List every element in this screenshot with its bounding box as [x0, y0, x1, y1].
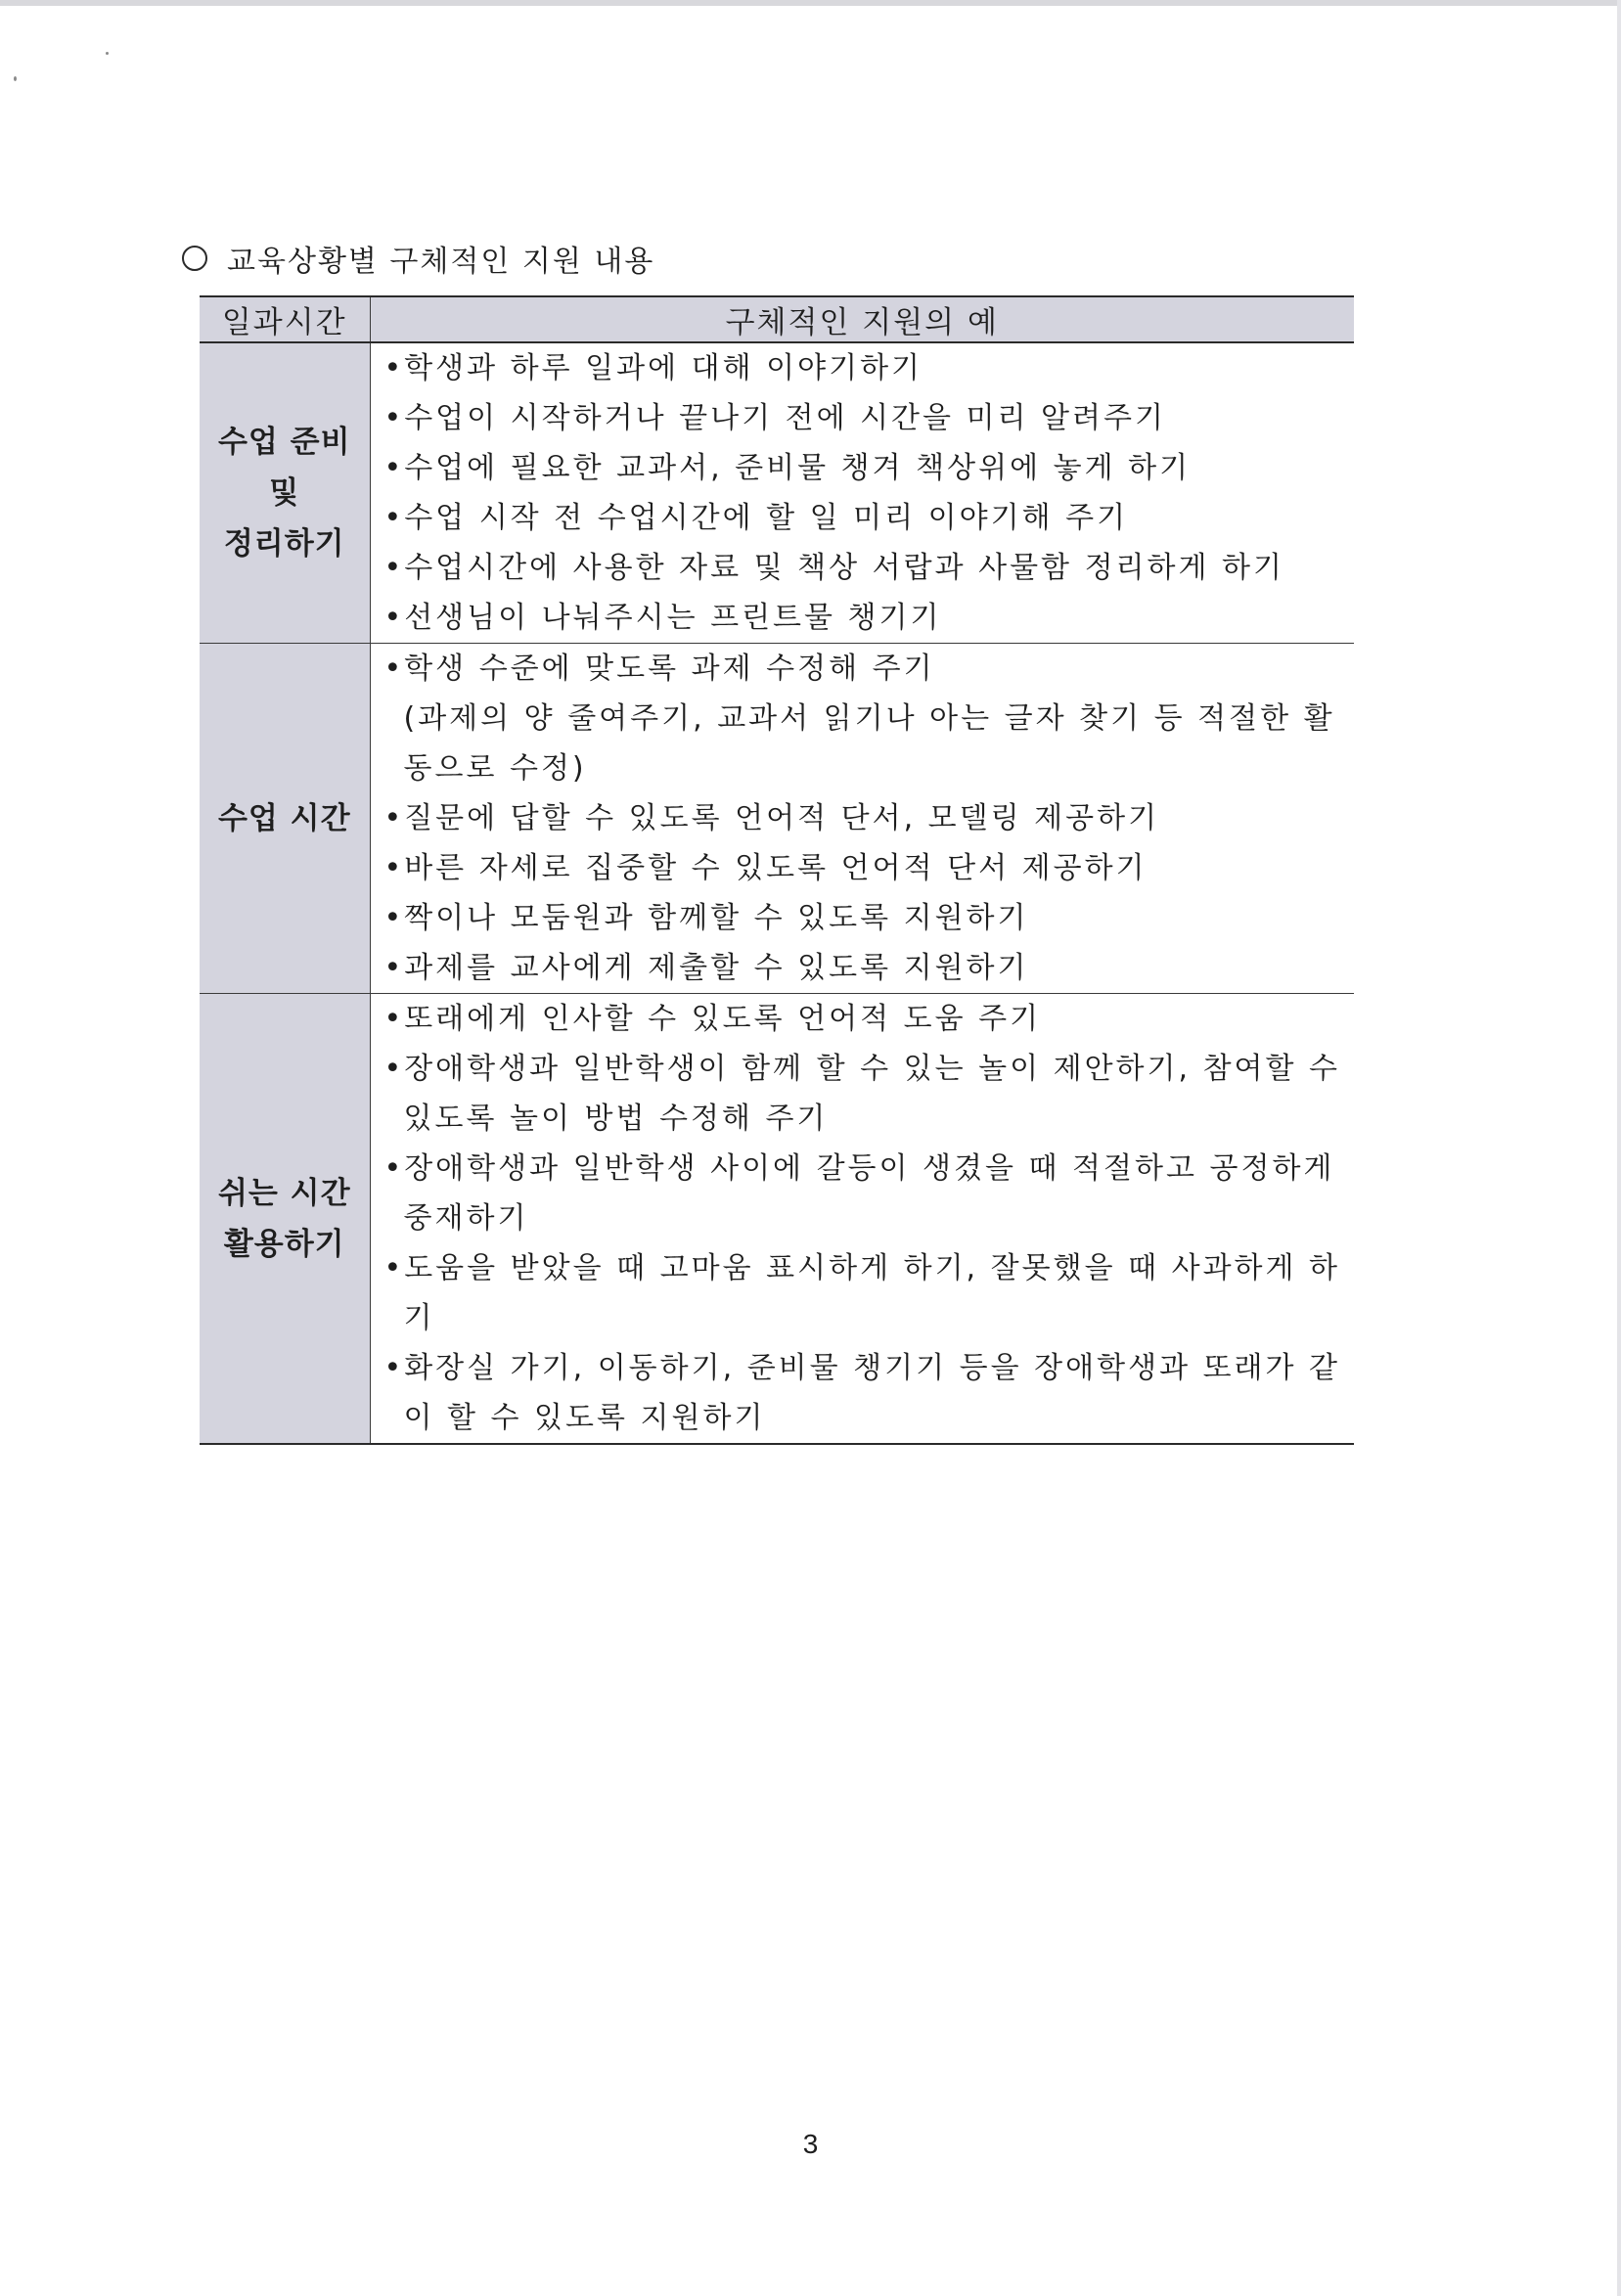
time-label-line: 및: [269, 475, 300, 511]
table-row-class-time: [200, 644, 1354, 994]
column-header-daily-schedule: 일과시간: [200, 296, 370, 342]
time-label-line: 쉬는 시간: [217, 1175, 351, 1211]
section-title: 교육상황별 구체적인 지원 내용: [227, 245, 655, 279]
page-number: 3: [802, 2129, 819, 2159]
examples-cell-class-time: [370, 644, 1354, 994]
examples-cell-class-preparation: [370, 342, 1354, 644]
example-list: [384, 644, 1355, 993]
time-cell-class-time: [200, 644, 370, 994]
support-examples-table: [200, 295, 1354, 1445]
list-item: •질문에 답할 수 있도록 언어적 단서, 모델링 제공하기: [383, 801, 1160, 835]
time-cell-class-preparation: [200, 342, 370, 644]
table-row-class-preparation: [200, 342, 1354, 644]
examples-cell-break-time: [370, 994, 1354, 1445]
example-list: [384, 994, 1355, 1443]
time-label-line: 활용하기: [223, 1226, 345, 1262]
list-item: •바른 자세로 집중할 수 있도록 언어적 단서 제공하기: [383, 851, 1148, 885]
column-header-support-examples: 구체적인 지원의 예: [370, 296, 1354, 342]
scan-speck: [106, 52, 109, 55]
time-label-line: 정리하기: [223, 526, 345, 562]
circle-outline-icon: [182, 246, 207, 271]
list-item: •수업 시작 전 수업시간에 할 일 미리 이야기해 주기: [383, 501, 1129, 535]
list-item: •학생과 하루 일과에 대해 이야기하기: [383, 351, 923, 385]
list-item: •과제를 교사에게 제출할 수 있도록 지원하기: [383, 951, 1029, 985]
list-item: •짝이나 모둠원과 함께할 수 있도록 지원하기: [383, 901, 1029, 935]
list-item: •화장실 가기, 이동하기, 준비물 챙기기 등을 장애학생과 또래가 같이 할 수 있도록 지원하기: [383, 1351, 1341, 1435]
example-list: [384, 343, 1355, 643]
list-item: •장애학생과 일반학생이 함께 할 수 있는 놀이 제안하기, 참여할 수 있도록 놀이 방법 수정해 주기: [383, 1052, 1341, 1136]
list-item: •도움을 받았을 때 고마움 표시하게 하기, 잘못했을 때 사과하게 하기: [383, 1251, 1341, 1335]
scan-speck: [14, 76, 17, 81]
page-right-edge: [1617, 0, 1621, 2296]
section-heading: [182, 239, 654, 278]
list-item: •수업이 시작하거나 끝나기 전에 시간을 미리 알려주기: [383, 401, 1166, 435]
list-item: •장애학생과 일반학생 사이에 갈등이 생겼을 때 적절하고 공정하게 중재하기: [383, 1151, 1335, 1236]
list-item: •학생 수준에 맞도록 과제 수정해 주기 (과제의 양 줄여주기, 교과서 읽기나 아는 글자 찾기 등 적절한 활동으로 수정): [383, 652, 1335, 786]
table-header-row: [200, 296, 1354, 342]
list-item: •또래에게 인사할 수 있도록 언어적 도움 주기: [383, 1002, 1042, 1036]
time-cell-break-time: [200, 994, 370, 1445]
table-row-break-time: [200, 994, 1354, 1445]
time-label-line: 수업 시간: [217, 800, 351, 836]
list-item: •선생님이 나눠주시는 프린트물 챙기기: [383, 601, 942, 635]
time-label-line: 수업 준비: [217, 425, 351, 460]
list-item: •수업시간에 사용한 자료 및 책상 서랍과 사물함 정리하게 하기: [383, 551, 1284, 585]
list-item: •수업에 필요한 교과서, 준비물 챙겨 책상위에 놓게 하기: [383, 451, 1192, 485]
page-top-edge: [0, 0, 1621, 6]
